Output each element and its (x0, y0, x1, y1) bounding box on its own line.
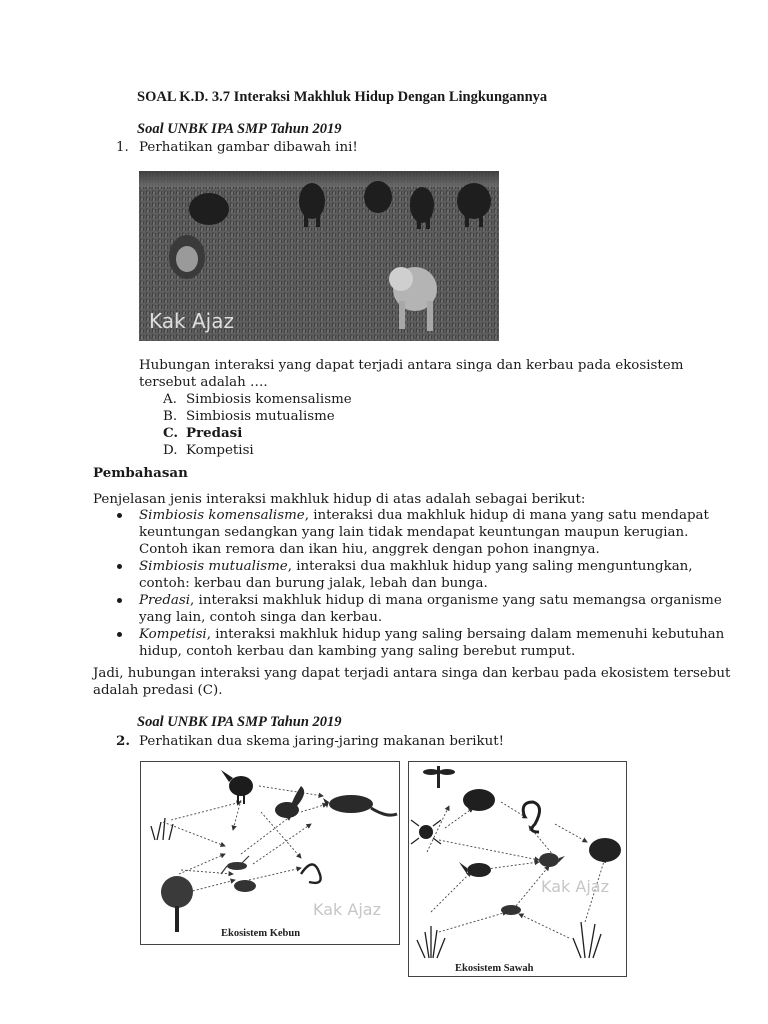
bullet-item-komensalisme (139, 507, 709, 558)
photo-watermark: Kak Ajaz (149, 309, 234, 333)
option-d-letter: D. (163, 443, 178, 458)
food-web-diagram-sawah (408, 761, 627, 977)
bullet-item-mutualisme (139, 558, 693, 592)
conclusion-line: Jadi, hubungan interaksi yang dapat terjadi antara singa dan kerbau pada ekosistem tersebut (93, 666, 731, 681)
lion-buffalo-photo (139, 171, 499, 341)
bullet-text: , interaksi makhluk hidup di mana organisme yang satu memangsa organisme (190, 593, 722, 608)
bullet-text-line: hidup, contoh kerbau dan kambing yang saling berebut rumput. (139, 644, 576, 659)
q1-question-line: tersebut adalah …. (139, 375, 268, 390)
option-b-letter: B. (163, 409, 178, 424)
q1-source: Soal UNBK IPA SMP Tahun 2019 (137, 121, 342, 137)
bullet-text-line: yang lain, contoh singa dan kerbau. (139, 610, 383, 625)
bullet-text-line: Contoh ikan remora dan ikan hiu, anggrek dengan pohon inangnya. (139, 542, 600, 557)
q2-number: 2. (116, 733, 130, 749)
q2-prompt: Perhatikan dua skema jaring-jaring makanan berikut! (139, 734, 505, 749)
diagram-watermark: Kak Ajaz (313, 900, 381, 919)
term-mutualisme: Simbiosis mutualisme (139, 559, 288, 574)
option-a-text: Simbiosis komensalisme (186, 392, 352, 407)
bullet-text-line: contoh: kerbau dan burung jalak, lebah dan bunga. (139, 576, 488, 591)
option-a-letter: A. (163, 392, 177, 407)
q1-number: 1. (116, 140, 129, 155)
discussion-heading: Pembahasan (93, 465, 188, 481)
bullet-text-line: keuntungan sedangkan yang lain tidak mendapat keuntungan maupun kerugian. (139, 525, 689, 540)
q1-question (139, 357, 683, 391)
option-c-letter: C. (163, 425, 179, 441)
food-web-diagram-kebun (140, 761, 400, 945)
option-c-text: Predasi (186, 425, 243, 441)
option-b-text: Simbiosis mutualisme (186, 409, 335, 424)
bullet-text: , interaksi makhluk hidup yang saling bersaing dalam memenuhi kebutuhan (206, 627, 725, 642)
term-predasi: Predasi (139, 593, 191, 608)
q1-question-line: Hubungan interaksi yang dapat terjadi antara singa dan kerbau pada ekosistem (139, 358, 684, 373)
conclusion-line: adalah predasi (C). (93, 683, 223, 698)
diagram-watermark: Kak Ajaz (541, 877, 609, 896)
bullet-dot (117, 564, 122, 569)
discussion-intro: Penjelasan jenis interaksi makhluk hidup di atas adalah sebagai berikut: (93, 492, 586, 507)
document-title: SOAL K.D. 3.7 Interaksi Makhluk Hidup Dengan Lingkungannya (137, 89, 548, 105)
bullet-item-predasi (139, 592, 722, 626)
option-d-text: Kompetisi (186, 443, 254, 458)
q2-source: Soal UNBK IPA SMP Tahun 2019 (137, 714, 342, 730)
caption-ekosistem-sawah: Ekosistem Sawah (455, 963, 534, 974)
bullet-dot (117, 513, 122, 518)
conclusion (93, 665, 730, 699)
bullet-item-kompetisi (139, 626, 724, 660)
q1-prompt: Perhatikan gambar dibawah ini! (139, 140, 358, 155)
bullet-text: , interaksi dua makhluk hidup di mana yang satu mendapat (304, 508, 709, 523)
bullet-dot (117, 598, 122, 603)
caption-ekosistem-kebun: Ekosistem Kebun (221, 928, 301, 939)
term-komensalisme: Simbiosis komensalisme (139, 508, 305, 523)
bullet-dot (117, 632, 122, 637)
bullet-text: , interaksi dua makhluk hidup yang saling menguntungkan, (287, 559, 693, 574)
term-kompetisi: Kompetisi (139, 627, 207, 642)
